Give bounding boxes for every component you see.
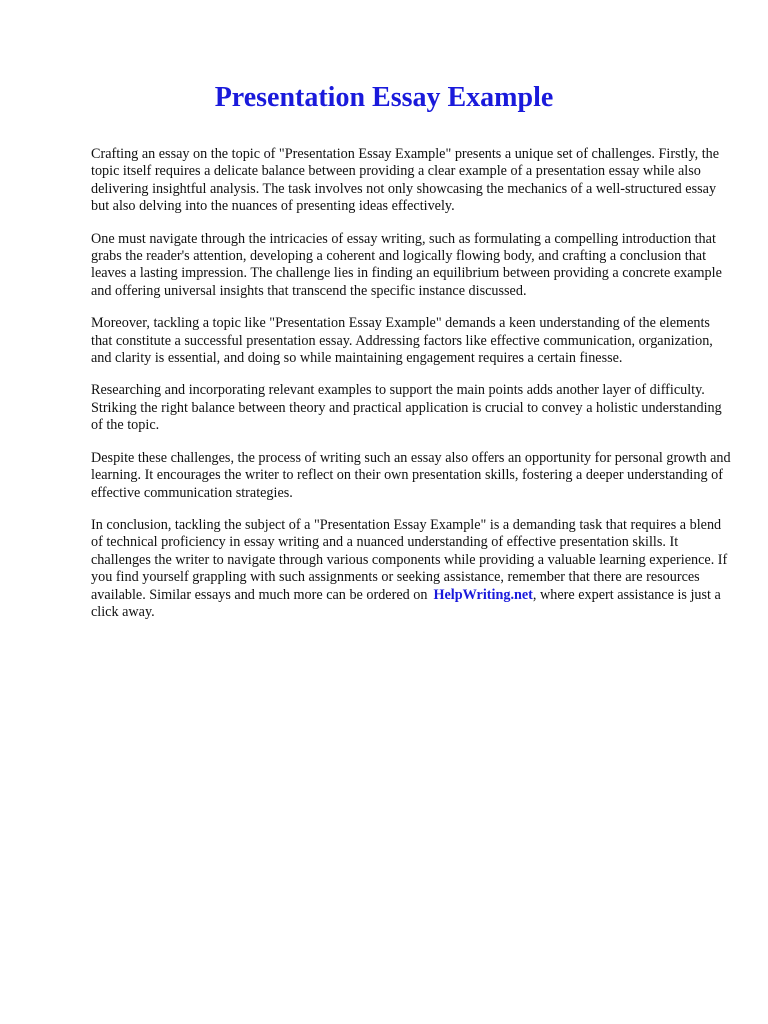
paragraph-3: Moreover, tackling a topic like "Presentation Essay Example" demands a keen understanding of the elements that constitute a successful presentation essay. Addressing factors like effective communication, organization, and clarity is essential, and doing so while maintaining engagement requires a certain finesse. [91,315,713,367]
paragraph-1: Crafting an essay on the topic of "Presentation Essay Example" presents a unique set of challenges. Firstly, the topic itself requires a delicate balance between providing a clear example of a presentation essay while also delivering insightful analysis. The task involves not only showcasing the mechanics of a well-structured essay but also delving into the nuances of presenting ideas effectively. [91,146,720,215]
helpwriting-link[interactable]: HelpWriting.net [433,586,533,603]
conclusion-paragraph [91,517,731,621]
page-title: Presentation Essay Example [214,82,554,113]
conclusion-text-end: , where expert assistance is just a click away. [91,586,721,620]
paragraph-2: One must navigate through the intricacies of essay writing, such as formulating a compelling introduction that grabs the reader's attention, developing a coherent and logically flowing body, and crafting a conclusion that leaves a lasting impression. The challenge lies in finding an equilibrium between providing a concrete example and offering universal insights that transcend the specific instance discussed. [91,230,722,299]
conclusion-text: In conclusion, tackling the subject of a "Presentation Essay Example" is a demanding task that requires a blend of technical proficiency in essay writing and a nuanced understanding of effective presentation skills. It challenges the writer to navigate through various components while providing a valuable learning experience. If you find yourself grappling with such assignments or seeking assistance, remember that there are resources available. Similar essays and much more can be ordered on [91,516,728,603]
paragraph-5: Despite these challenges, the process of writing such an essay also offers an opportunity for personal growth and learning. It encourages the writer to reflect on their own presentation skills, fostering a deeper understanding of effective communication strategies. [91,449,731,501]
paragraph-4: Researching and incorporating relevant examples to support the main points adds another layer of difficulty. Striking the right balance between theory and practical application is crucial to convey a holistic understanding of the topic. [91,382,722,434]
essay-body [91,146,731,636]
